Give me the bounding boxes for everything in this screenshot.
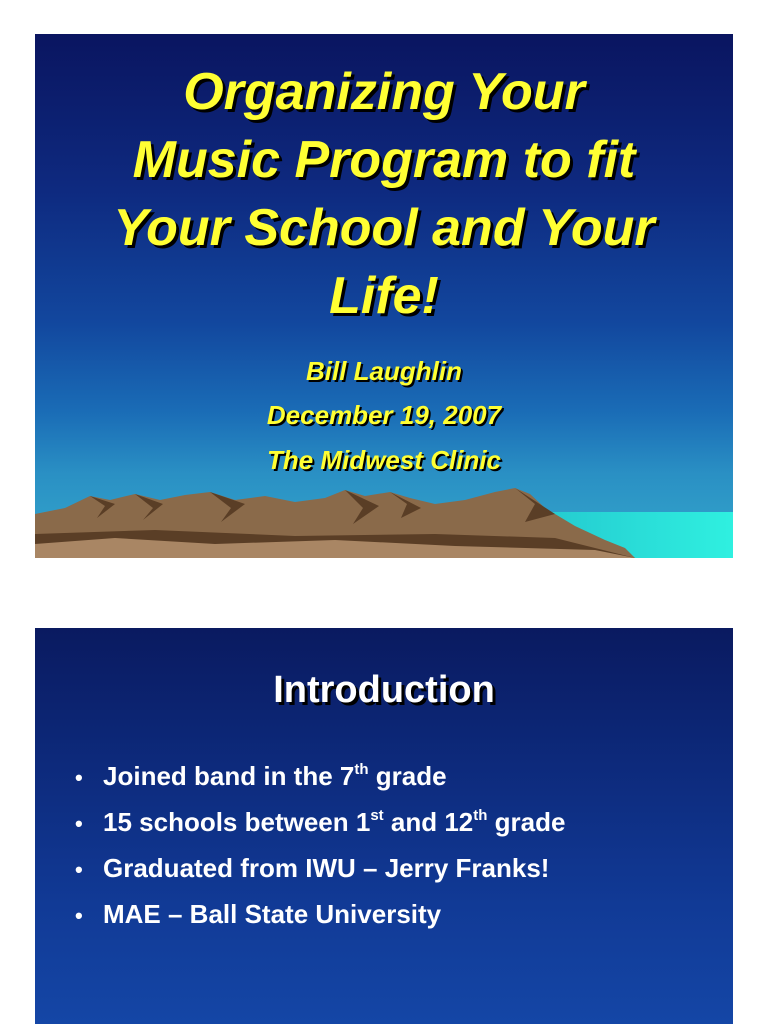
slide-title-line: Your School and Your <box>113 199 655 257</box>
title-slide <box>35 34 733 558</box>
presentation-date: December 19, 2007 <box>266 400 502 430</box>
bullet-icon: • <box>75 857 83 882</box>
bullet-icon: • <box>75 765 83 790</box>
list-item: • MAE – Ball State University <box>75 892 565 938</box>
bullet-list <box>75 754 565 938</box>
slide-title-line: Organizing Your <box>183 63 585 121</box>
bullet-icon: • <box>75 811 83 836</box>
mountain-landscape-image <box>35 474 733 558</box>
slide-title: Introduction <box>273 669 495 711</box>
presentation-venue: The Midwest Clinic <box>266 445 502 475</box>
slide-title <box>35 58 733 330</box>
list-item: • Graduated from IWU – Jerry Franks! <box>75 846 565 892</box>
list-item: • Joined band in the 7th grade <box>75 754 565 800</box>
presenter-name: Bill Laughlin <box>306 356 462 386</box>
list-item: • 15 schools between 1st and 12th grade <box>75 800 565 846</box>
slide-title-line: Music Program to fit <box>132 131 636 189</box>
introduction-slide <box>35 628 733 1024</box>
bullet-icon: • <box>75 903 83 928</box>
slide-title-line: Life! <box>329 267 439 325</box>
